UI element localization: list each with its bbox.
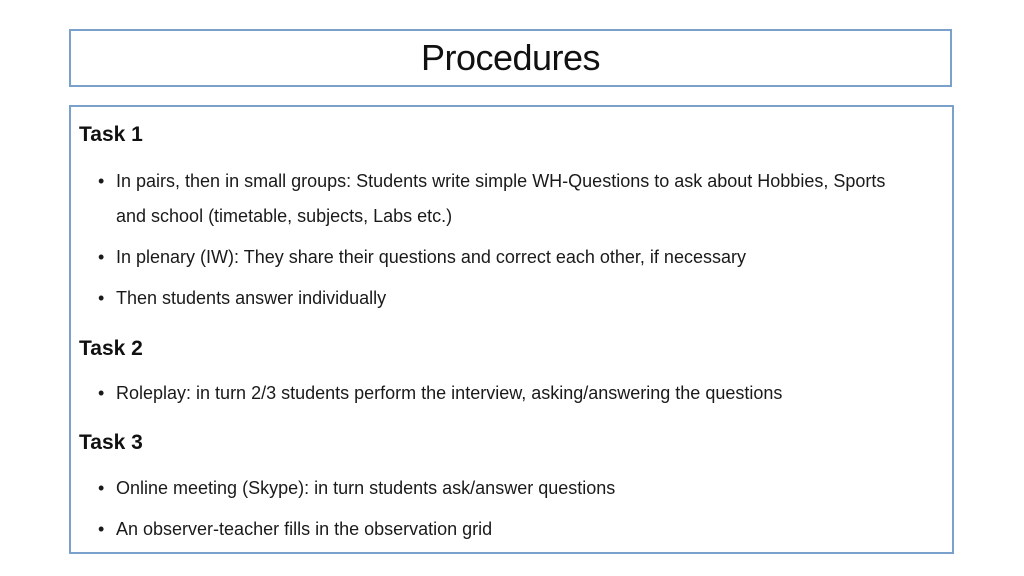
task-2-bullet-1 xyxy=(98,376,916,411)
task-3-bullet-2 xyxy=(98,512,916,547)
task-1-heading: Task 1 xyxy=(79,123,143,146)
bullet-dot-icon: • xyxy=(98,478,105,498)
bullet-dot-icon: • xyxy=(98,519,105,539)
task-3-bullet-1 xyxy=(98,471,916,506)
bullet-text: An observer-teacher fills in the observation grid xyxy=(116,519,493,539)
bullet-dot-icon: • xyxy=(98,171,105,191)
bullet-text: In plenary (IW): They share their questions and correct each other, if necessary xyxy=(116,247,746,267)
bullet-text: Then students answer individually xyxy=(116,288,387,308)
content-box xyxy=(69,105,954,554)
bullet-dot-icon: • xyxy=(98,383,105,403)
task-1-bullet-2 xyxy=(98,240,916,275)
bullet-text: Online meeting (Skype): in turn students ask/answer questions xyxy=(116,478,616,498)
task-1-bullet-3 xyxy=(98,281,916,316)
task-1-bullet-1 xyxy=(98,164,916,234)
bullet-dot-icon: • xyxy=(98,288,105,308)
slide-title: Procedures xyxy=(420,37,601,78)
title-box xyxy=(69,29,952,87)
task-3-heading: Task 3 xyxy=(79,431,143,454)
task-2-heading: Task 2 xyxy=(79,337,143,360)
bullet-text: In pairs, then in small groups: Students write simple WH-Questions to ask about Hobbies, Sports and school (timetable, subjects, Labs etc.) xyxy=(116,171,886,226)
bullet-dot-icon: • xyxy=(98,247,105,267)
bullet-text: Roleplay: in turn 2/3 students perform the interview, asking/answering the questions xyxy=(116,383,783,403)
